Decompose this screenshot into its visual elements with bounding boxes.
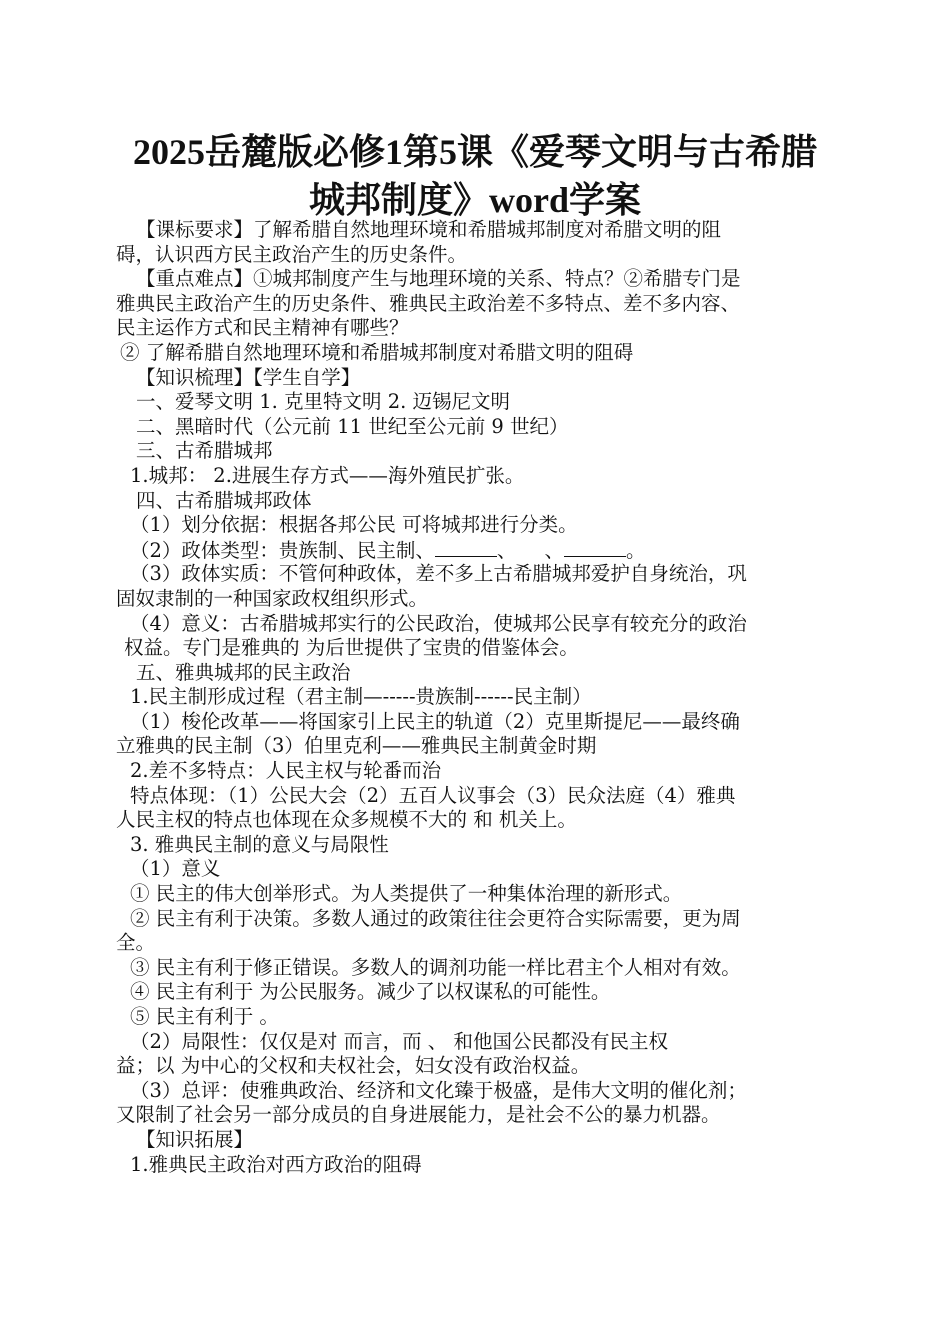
text-line: 五、雅典城邦的民主政治 — [136, 660, 351, 684]
text-line: 民主运作方式和民主精神有哪些？ — [116, 316, 409, 340]
text-line: 【知识梳理】【学生自学】 — [136, 365, 361, 389]
text-line: ⑤ 民主有利于 。 — [130, 1005, 279, 1028]
text-line: ① 民主的伟大创举形式。为人类提供了一种集体治理的新形式。 — [130, 882, 683, 906]
text-line: 又限制了社会另一部分成员的自身进展能力，是社会不公的暴力机器。 — [116, 1103, 721, 1127]
text-line: 一、爱琴文明 1. 克里特文明 2. 迈锡尼文明 — [136, 390, 511, 414]
text-line: （1）划分依据：根据各邦公民 可将城邦进行分类。 — [130, 513, 578, 537]
text-line: ③ 民主有利于修正错误。多数人的调剂功能一样比君主个人相对有效。 — [130, 955, 741, 979]
text-line: （3）总评：使雅典政治、经济和文化臻于极盛，是伟大文明的催化剂； — [130, 1078, 747, 1102]
text-line: 碍，认识西方民主政治产生的历史条件。 — [116, 242, 468, 266]
text-line: 【知识拓展】 — [136, 1127, 254, 1151]
text-line: 1.雅典民主政治对西方政治的阻碍 — [130, 1152, 422, 1176]
text-line: （2）局限性：仅仅是对 而言，而 、 和他国公民都没有民主权 — [130, 1029, 669, 1053]
text-line: （3）政体实质：不管何种政体，差不多上古希腊城邦爱护自身统治，巩 — [130, 562, 747, 586]
fill-blank — [564, 538, 626, 557]
text-line: （1）意义 — [130, 857, 221, 881]
text-line: 立雅典的民主制（3）伯里克利——雅典民主制黄金时期 — [116, 734, 597, 758]
text-line: （4）意义：古希腊城邦实行的公民政治，使城邦公民享有较充分的政治 — [130, 611, 747, 635]
text-segment: 。 — [625, 538, 646, 562]
text-line: 三、古希腊城邦 — [136, 439, 273, 463]
text-line: 2.差不多特点：人民主权与轮番而治 — [130, 759, 442, 783]
text-line: 四、古希腊城邦政体 — [136, 488, 312, 512]
text-line: 【重点难点】①城邦制度产生与地理环境的关系、特点？②希腊专门是 — [136, 267, 741, 291]
text-line: 人民主权的特点也体现在众多规模不大的 和 机关上。 — [116, 808, 577, 832]
text-line: 益；以 为中心的父权和夫权社会，妇女没有政治权益。 — [116, 1054, 591, 1078]
text-line: 权益。专门是雅典的 为后世提供了宝贵的借鉴体会。 — [124, 636, 579, 660]
text-line: 1.城邦： 2.进展生存方式——海外殖民扩张。 — [130, 463, 525, 487]
doc-body — [116, 218, 836, 1177]
text-line: （1）梭伦改革——将国家引上民主的轨道（2）克里斯提尼——最终确 — [130, 709, 740, 733]
fill-blank — [435, 538, 497, 557]
text-segment: 、 — [544, 538, 564, 562]
text-line: 二、黑暗时代（公元前 11 世纪至公元前 9 世纪） — [136, 414, 569, 438]
text-line-with-blanks — [116, 538, 836, 563]
text-line: ② 民主有利于决策。多数人通过的政策往往会更符合实际需要，更为周 — [130, 906, 741, 930]
text-line: 雅典民主政治产生的历史条件、雅典民主政治差不多特点、差不多内容、 — [116, 291, 741, 315]
doc-title-line-2: 城邦制度》word学案 — [309, 180, 641, 220]
text-line: ④ 民主有利于 为公民服务。减少了以权谋私的可能性。 — [130, 980, 611, 1004]
text-line: 特点体现：（1）公民大会（2）五百人议事会（3）民众法庭（4）雅典 — [130, 783, 736, 807]
doc-title-line-1: 2025岳麓版必修1第5课《爱琴文明与古希腊 — [132, 132, 817, 172]
text-line: ② 了解希腊自然地理环境和希腊城邦制度对希腊文明的阻碍 — [120, 340, 634, 364]
text-line: 全。 — [116, 931, 156, 955]
text-segment: 、 — [496, 538, 517, 562]
text-segment: （2）政体类型：贵族制、民主制、 — [130, 538, 435, 562]
text-line: 固奴隶制的一种国家政权组织形式。 — [116, 586, 429, 610]
text-line: 【课标要求】了解希腊自然地理环境和希腊城邦制度对希腊文明的阻 — [136, 218, 722, 241]
text-line: 3. 雅典民主制的意义与局限性 — [130, 832, 389, 856]
text-line: 1.民主制形成过程（君主制—-----贵族制------民主制） — [130, 685, 592, 709]
